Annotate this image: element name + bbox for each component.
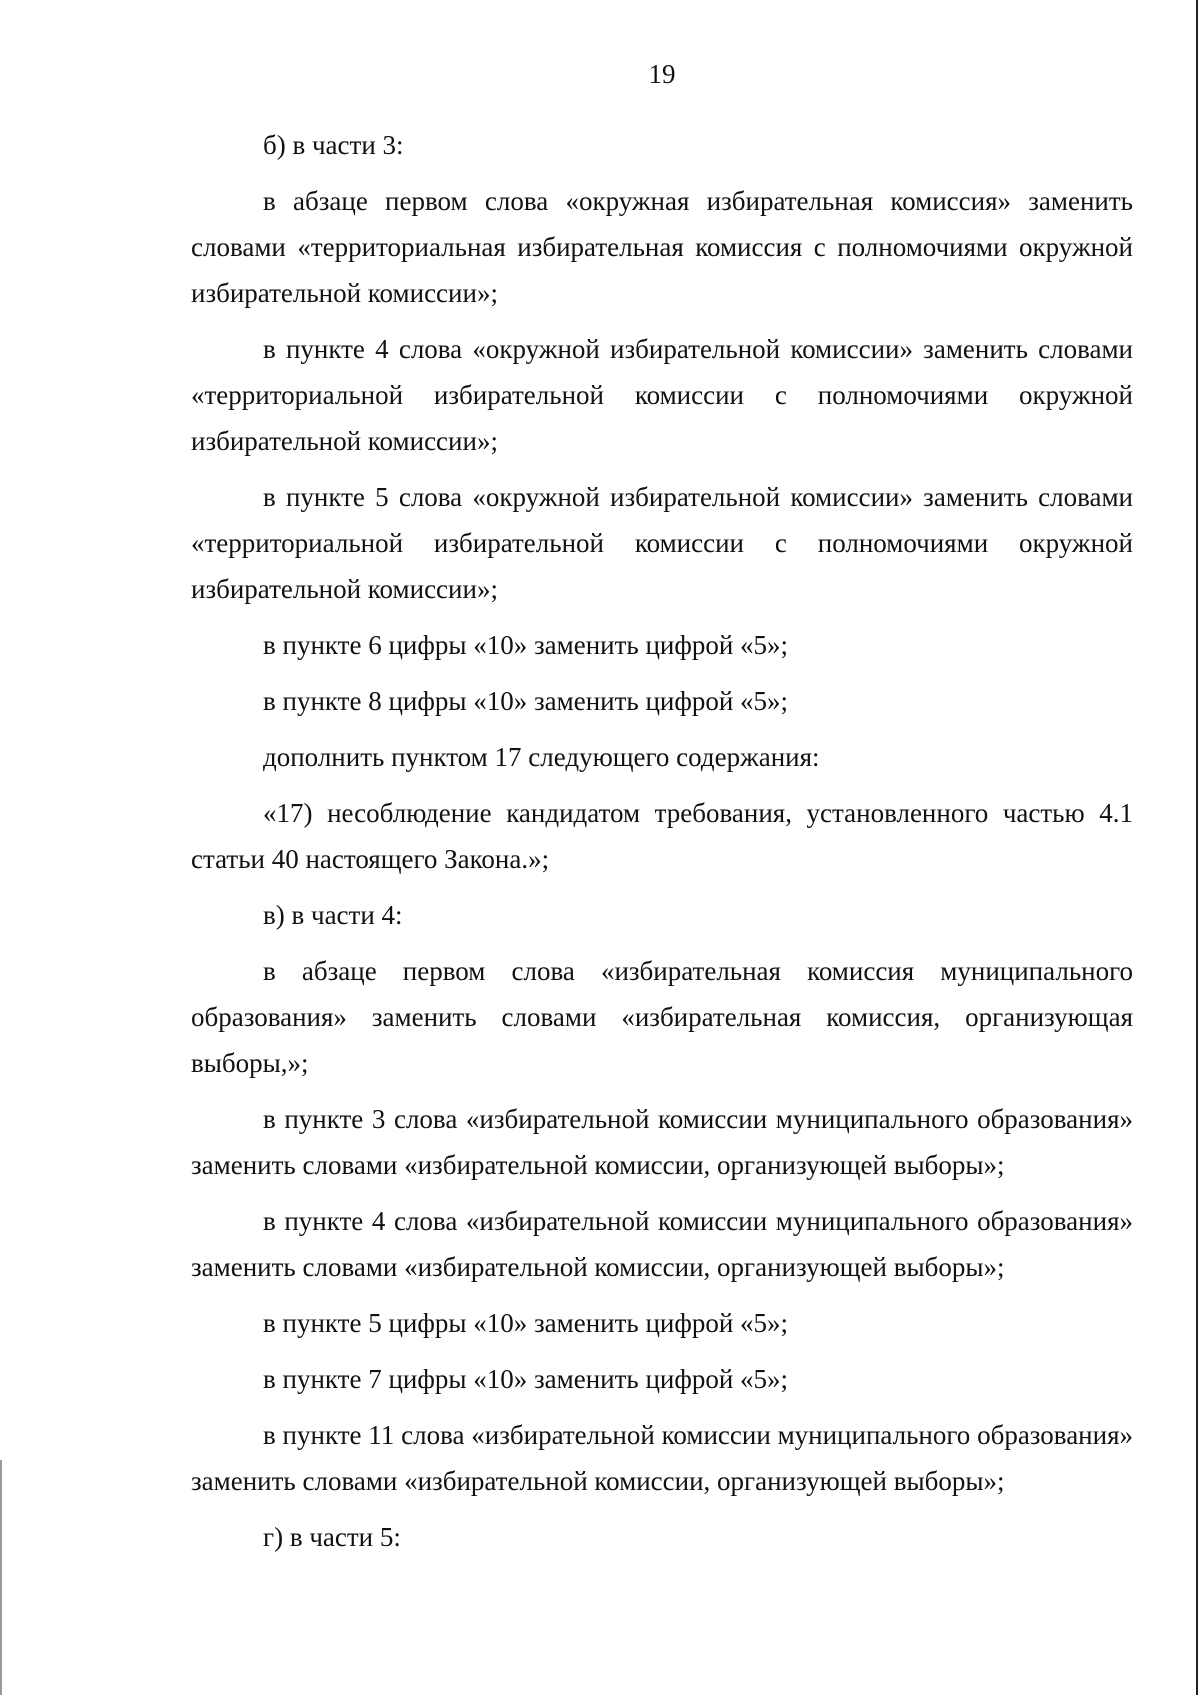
paragraph-part-4-item-4: в пункте 4 слова «избирательной комиссии муниципального образования» заменить словами «избирательной комиссии, организующей выборы»; <box>191 1206 1133 1282</box>
paragraph-part-3-add-item-17: дополнить пунктом 17 следующего содержания: <box>263 742 820 772</box>
paragraph-part-5-heading: г) в части 5: <box>263 1522 401 1552</box>
paragraph-part-4-item-11: в пункте 11 слова «избирательной комиссии муниципального образования» заменить словами «избирательной комиссии, организующей выборы»; <box>191 1420 1133 1496</box>
paragraph-part-3-item-4: в пункте 4 слова «окружной избирательной комиссии» заменить словами «территориальной избирательной комиссии с полномочиями окружной избирательной комиссии»; <box>191 334 1133 456</box>
paragraph-item-17-text: «17) несоблюдение кандидатом требования, установленного частью 4.1 статьи 40 настоящего Закона.»; <box>191 798 1133 874</box>
paragraph-part-3-item-5: в пункте 5 слова «окружной избирательной комиссии» заменить словами «территориальной избирательной комиссии с полномочиями окружной избирательной комиссии»; <box>191 482 1133 604</box>
paragraph-part-4-item-7: в пункте 7 цифры «10» заменить цифрой «5»; <box>263 1364 789 1394</box>
document-body <box>191 122 1133 1560</box>
paragraph-part-4-item-3: в пункте 3 слова «избирательной комиссии муниципального образования» заменить словами «избирательной комиссии, организующей выборы»; <box>191 1104 1133 1180</box>
paragraph-part-3-heading: б) в части 3: <box>263 130 404 160</box>
paragraph-part-3-first-abzac: в абзаце первом слова «окружная избирательная комиссия» заменить словами «территориальная избирательная комиссия с полномочиями окружной избирательной комиссии»; <box>191 186 1133 308</box>
paragraph-part-3-item-6: в пункте 6 цифры «10» заменить цифрой «5»; <box>263 630 789 660</box>
scan-border-left <box>0 1460 2 1695</box>
paragraph-part-4-heading: в) в части 4: <box>263 900 403 930</box>
page-number: 19 <box>648 59 676 89</box>
scan-border-right <box>1196 0 1198 1695</box>
paragraph-part-3-item-8: в пункте 8 цифры «10» заменить цифрой «5»; <box>263 686 789 716</box>
paragraph-part-4-first-abzac: в абзаце первом слова «избирательная комиссия муниципального образования» заменить словами «избирательная комиссия, организующая выборы,»; <box>191 956 1133 1078</box>
paragraph-part-4-item-5: в пункте 5 цифры «10» заменить цифрой «5»; <box>263 1308 789 1338</box>
